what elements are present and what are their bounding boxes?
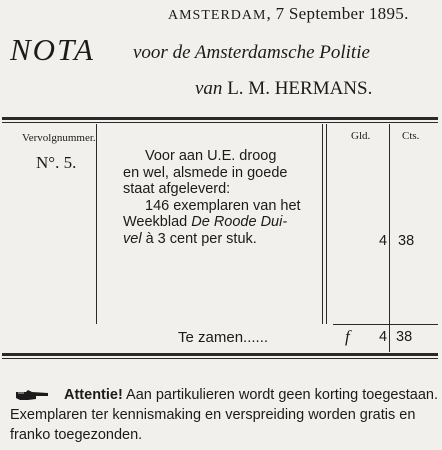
- total-cts: 38: [396, 329, 413, 345]
- amount-gld: 4: [379, 233, 388, 249]
- date-text: , 7 September 1895.: [266, 4, 409, 23]
- header-vervolgnummer: Vervolgnummer.: [22, 132, 96, 144]
- table-top-rule: [2, 117, 438, 120]
- desc-line-4: 146 exemplaren van het: [145, 197, 301, 214]
- seller-name: L. M. HERMANS.: [227, 78, 373, 99]
- desc-line-6-suffix: à 3 cent per stuk.: [141, 230, 257, 247]
- desc-line-5: [123, 214, 333, 231]
- table-bottom-rule-thin: [2, 358, 438, 359]
- pointing-hand-icon: [14, 388, 50, 402]
- desc-line-3: staat afgeleverd:: [123, 181, 231, 197]
- notice: [10, 385, 438, 445]
- desc-line-1: Voor aan U.E. droog: [145, 148, 277, 164]
- header-gld: Gld.: [351, 130, 371, 142]
- desc-line-5-prefix: Weekblad: [123, 214, 192, 230]
- col-divider-number: [96, 124, 97, 324]
- total-gld: 4: [379, 329, 388, 345]
- total-currency: f: [345, 327, 350, 346]
- desc-line-6-title: vel: [123, 230, 142, 247]
- col-divider-gld: [389, 124, 390, 324]
- desc-line-2: en wel, alsmede in goede: [123, 164, 288, 181]
- notice-text: Aan partikulieren wordt geen korting toegestaan. Exemplaren ter kennismaking en verspreiding worden gratis en franko toegezonden.: [10, 387, 438, 443]
- total-label: Te zamen......: [178, 329, 269, 346]
- desc-line-6: [123, 231, 333, 248]
- header-cts: Cts.: [402, 130, 420, 142]
- place-name: AMSTERDAM: [168, 8, 267, 23]
- invoice-date: [168, 4, 409, 24]
- attention-label: Attentie!: [64, 387, 123, 403]
- desc-line-5-title: De Roode Dui-: [191, 214, 288, 230]
- van-label: van: [195, 78, 223, 99]
- total-col-divider: [389, 324, 390, 352]
- seller-line: [195, 78, 372, 100]
- nota-subtitle: voor de Amsterdamsche Politie: [133, 42, 370, 63]
- total-top-rule: [333, 324, 438, 325]
- nota-title: NOTA: [10, 32, 95, 67]
- line-number: N°. 5.: [36, 153, 77, 172]
- table-bottom-rule: [2, 353, 438, 356]
- line-description: [123, 148, 333, 247]
- table-top-rule-thin: [2, 122, 438, 123]
- amount-cts: 38: [398, 233, 415, 249]
